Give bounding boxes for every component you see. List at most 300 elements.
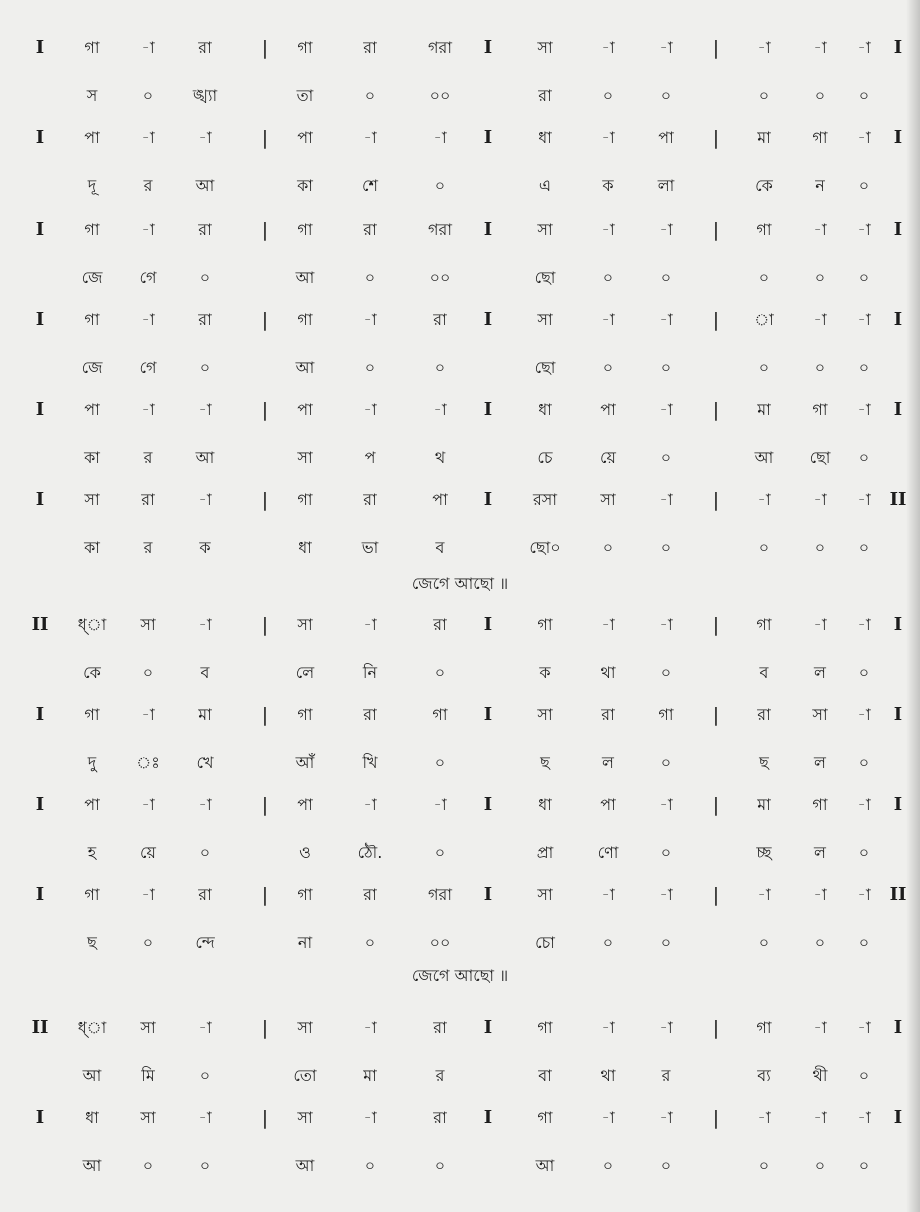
lyric-syllable: র (661, 1066, 671, 1085)
swara-note: সা (537, 705, 553, 724)
measure-marker: II (889, 884, 907, 905)
lyric-syllable: ছো (534, 268, 556, 287)
lyric-syllable: ০ (858, 1066, 870, 1085)
beat-bar: | (712, 309, 720, 331)
lyric-syllable: তো (293, 1066, 317, 1085)
lyric-syllable: ০ (660, 538, 672, 557)
lyric-syllable: আ (82, 1156, 102, 1175)
swara-note: -া (659, 615, 673, 634)
lyric-syllable: ০ (858, 843, 870, 862)
lyric-syllable: ০ (434, 663, 446, 682)
lyric-syllable: জে (81, 358, 103, 377)
lyric-syllable: ০ (434, 1156, 446, 1175)
swara-note: -া (813, 885, 827, 904)
beat-bar: | (712, 37, 720, 59)
lyric-syllable: ০ (434, 843, 446, 862)
swara-note: রা (198, 310, 212, 329)
swara-note: সা (84, 490, 100, 509)
lyric-syllable: না (297, 933, 313, 952)
lyric-syllable: আ (754, 448, 774, 467)
notation-row (0, 127, 920, 195)
swara-note: পা (600, 400, 616, 419)
swara-note: মা (757, 128, 771, 147)
swara-note: -া (363, 128, 377, 147)
measure-marker: I (893, 399, 903, 420)
lyric-syllable: ০ (142, 86, 154, 105)
lyric-syllable: খে (196, 753, 214, 772)
swara-note: রা (363, 490, 377, 509)
lyric-syllable: ছো (809, 448, 831, 467)
swara-note: গা (537, 1108, 553, 1127)
swara-note: -া (141, 885, 155, 904)
lyric-syllable: ০ (660, 86, 672, 105)
lyric-syllable: ঠৌ. (357, 843, 383, 862)
swara-note: গা (658, 705, 674, 724)
swara-note: ধা (538, 128, 552, 147)
swara-note: রা (433, 615, 447, 634)
swara-note: গা (84, 38, 100, 57)
beat-bar: | (712, 704, 720, 726)
swara-note: -া (813, 1108, 827, 1127)
swara-note: সা (600, 490, 616, 509)
lyric-syllable: এ (538, 176, 552, 195)
lyric-syllable: আ (82, 1066, 102, 1085)
measure-marker: I (35, 127, 45, 148)
lyric-syllable: ল (814, 753, 826, 772)
lyric-syllable: আঁ (295, 753, 315, 772)
swara-note: মা (757, 795, 771, 814)
lyric-syllable: ০ (660, 663, 672, 682)
lyric-syllable: ভা (361, 538, 379, 557)
beat-bar: | (712, 127, 720, 149)
swara-note: সা (297, 615, 313, 634)
swara-note: গরা (428, 220, 452, 239)
measure-marker: I (483, 127, 493, 148)
lyric-syllable: ০ (858, 86, 870, 105)
swara-note: গা (84, 705, 100, 724)
lyric-syllable: ছ (87, 933, 97, 952)
notation-row (0, 399, 920, 467)
notation-row (0, 37, 920, 105)
lyric-syllable: ০ (858, 176, 870, 195)
swara-note: -া (659, 38, 673, 57)
measure-marker: I (35, 1107, 45, 1128)
swara-note: -া (813, 310, 827, 329)
measure-marker: I (35, 794, 45, 815)
measure-marker: I (35, 219, 45, 240)
lyric-syllable: গে (139, 358, 157, 377)
swara-note: -া (601, 615, 615, 634)
swara-note: -া (757, 38, 771, 57)
lyric-syllable: দু (87, 753, 97, 772)
swara-note: রা (601, 705, 615, 724)
lyric-syllable: আ (195, 176, 215, 195)
swara-note: -া (141, 310, 155, 329)
lyric-syllable: ব্য (757, 1066, 771, 1085)
notation-row (0, 309, 920, 377)
lyric-syllable: ০ (858, 538, 870, 557)
lyric-syllable: ০ (858, 448, 870, 467)
lyric-syllable: গে (139, 268, 157, 287)
notation-row (0, 219, 920, 287)
beat-bar: | (712, 884, 720, 906)
swara-note: রা (198, 38, 212, 57)
swara-note: া (754, 310, 774, 329)
lyric-syllable: সা (297, 448, 313, 467)
swara-note: -া (659, 310, 673, 329)
measure-marker: I (483, 1017, 493, 1038)
swara-note: সা (140, 1108, 156, 1127)
swara-note: ধা (85, 1108, 99, 1127)
swara-note: -া (601, 1018, 615, 1037)
lyric-syllable: য়ে (600, 448, 616, 467)
lyric-syllable: কে (83, 663, 101, 682)
lyric-syllable: ০ (602, 1156, 614, 1175)
swara-note: পা (658, 128, 674, 147)
beat-bar: | (712, 794, 720, 816)
swara-note: -া (198, 1108, 212, 1127)
measure-marker: I (893, 614, 903, 635)
lyric-syllable: ০ (758, 1156, 770, 1175)
lyric-syllable: ০ (660, 448, 672, 467)
measure-marker: I (483, 309, 493, 330)
swara-note: রা (757, 705, 771, 724)
lyric-syllable: ০ (142, 663, 154, 682)
lyric-syllable: ঃ (136, 753, 160, 772)
lyric-syllable: ০ (602, 268, 614, 287)
lyric-syllable: আ (195, 448, 215, 467)
swara-note: গা (297, 705, 313, 724)
refrain-line-1: জেগে আছো ॥ (411, 574, 509, 593)
beat-bar: | (712, 1107, 720, 1129)
swara-note: সা (537, 310, 553, 329)
swara-note: রা (363, 885, 377, 904)
lyric-syllable: ০ (434, 358, 446, 377)
beat-bar: | (261, 794, 269, 816)
notation-row (0, 1017, 920, 1085)
lyric-syllable: আ (295, 358, 315, 377)
lyric-syllable: ছ (540, 753, 550, 772)
measure-marker: II (889, 489, 907, 510)
swara-note: -া (198, 615, 212, 634)
measure-marker: I (483, 37, 493, 58)
measure-marker: I (483, 794, 493, 815)
swara-note: সা (297, 1018, 313, 1037)
swara-note: -া (141, 220, 155, 239)
swara-note: সা (537, 885, 553, 904)
swara-note: রসা (532, 490, 558, 509)
swara-note: -া (659, 220, 673, 239)
measure-marker: I (483, 614, 493, 635)
lyric-syllable: কা (84, 538, 100, 557)
measure-marker: I (35, 704, 45, 725)
swara-note: -া (857, 38, 871, 57)
lyric-syllable: ০ (814, 358, 826, 377)
lyric-syllable: ০ (814, 1156, 826, 1175)
swara-note: গা (297, 310, 313, 329)
measure-marker: I (893, 794, 903, 815)
lyric-syllable: ০ (814, 538, 826, 557)
lyric-syllable: ০ (758, 933, 770, 952)
lyric-syllable: আ (295, 268, 315, 287)
lyric-syllable: ০ (758, 268, 770, 287)
swara-note: গা (297, 885, 313, 904)
lyric-syllable: ক (602, 176, 614, 195)
lyric-syllable: লে (295, 663, 315, 682)
swara-note: -া (857, 1108, 871, 1127)
lyric-syllable: ০ (602, 358, 614, 377)
swara-note: সা (537, 38, 553, 57)
swara-note: গা (297, 38, 313, 57)
lyric-syllable: ০ (199, 358, 211, 377)
lyric-syllable: ০ (434, 176, 446, 195)
lyric-syllable: লা (657, 176, 675, 195)
beat-bar: | (712, 399, 720, 421)
lyric-syllable: থা (600, 1066, 616, 1085)
swara-note: গা (812, 795, 828, 814)
measure-marker: I (893, 309, 903, 330)
lyric-syllable: থ (434, 448, 446, 467)
lyric-syllable: ল (814, 843, 826, 862)
lyric-syllable: ০০ (429, 933, 451, 952)
swara-note: -া (813, 1018, 827, 1037)
lyric-syllable: ০ (142, 1156, 154, 1175)
lyric-syllable: চো (535, 933, 555, 952)
swara-note: -া (857, 310, 871, 329)
lyric-syllable: ০ (602, 538, 614, 557)
swara-note: পা (297, 400, 313, 419)
swara-note: -া (433, 400, 447, 419)
swara-note: রা (141, 490, 155, 509)
beat-bar: | (712, 489, 720, 511)
lyric-syllable: আ (535, 1156, 555, 1175)
lyric-syllable: ০ (142, 933, 154, 952)
beat-bar: | (261, 489, 269, 511)
swara-note: -া (813, 38, 827, 57)
swara-note: ধা (538, 795, 552, 814)
swara-note: গা (812, 128, 828, 147)
swara-note: -া (757, 490, 771, 509)
swara-note: -া (659, 1108, 673, 1127)
swara-note: মা (198, 705, 212, 724)
swara-note: -া (813, 490, 827, 509)
lyric-syllable: ০ (199, 1156, 211, 1175)
notation-row (0, 794, 920, 862)
lyric-syllable: ০ (364, 1156, 376, 1175)
swara-note: -া (857, 705, 871, 724)
lyric-syllable: প্রা (536, 843, 554, 862)
beat-bar: | (261, 309, 269, 331)
swara-note: -া (857, 490, 871, 509)
swara-note: পা (84, 128, 100, 147)
lyric-syllable: র (143, 538, 153, 557)
swara-note: -া (198, 400, 212, 419)
lyric-syllable: ০ (858, 663, 870, 682)
swara-note: রা (363, 38, 377, 57)
lyric-syllable: ০০ (429, 268, 451, 287)
swara-note: পা (432, 490, 448, 509)
lyric-syllable: কে (755, 176, 773, 195)
swara-note: -া (659, 400, 673, 419)
lyric-syllable: স (86, 86, 98, 105)
swara-note: -া (141, 128, 155, 147)
swara-note: সা (140, 1018, 156, 1037)
swara-note: ধ্া (77, 615, 107, 634)
swara-note: পা (297, 128, 313, 147)
swara-note: -া (601, 310, 615, 329)
lyric-syllable: ০ (660, 358, 672, 377)
measure-marker: I (893, 1017, 903, 1038)
swara-note: রা (198, 220, 212, 239)
lyric-syllable: ০ (602, 86, 614, 105)
lyric-syllable: ০ (199, 268, 211, 287)
lyric-syllable: র (143, 176, 153, 195)
lyric-syllable: রা (538, 86, 552, 105)
lyric-syllable: ব (200, 663, 210, 682)
swara-note: গা (84, 885, 100, 904)
lyric-syllable: ০ (758, 538, 770, 557)
swara-note: -া (363, 400, 377, 419)
lyric-syllable: ০ (858, 753, 870, 772)
lyric-syllable: আ (295, 1156, 315, 1175)
lyric-syllable: ০ (660, 268, 672, 287)
lyric-syllable: ০ (858, 358, 870, 377)
lyric-syllable: প (364, 448, 376, 467)
lyric-syllable: খি (362, 753, 378, 772)
swara-note: রা (433, 310, 447, 329)
swara-note: -া (433, 795, 447, 814)
refrain-line-2: জেগে আছো ॥ (411, 966, 509, 985)
swara-note: গা (84, 220, 100, 239)
lyric-syllable: থা (600, 663, 616, 682)
lyric-syllable: নি (362, 663, 378, 682)
swara-note: -া (198, 795, 212, 814)
lyric-syllable: ০ (199, 843, 211, 862)
swara-note: -া (141, 795, 155, 814)
lyric-syllable: ণো (597, 843, 619, 862)
measure-marker: I (35, 399, 45, 420)
beat-bar: | (261, 127, 269, 149)
lyric-syllable: ধা (298, 538, 312, 557)
swara-note: গরা (428, 885, 452, 904)
measure-marker: II (31, 614, 49, 635)
beat-bar: | (261, 704, 269, 726)
lyric-syllable: ও (299, 843, 311, 862)
swara-note: -া (659, 490, 673, 509)
lyric-syllable: ০ (758, 358, 770, 377)
lyric-syllable: ০ (660, 933, 672, 952)
swara-note: সা (537, 220, 553, 239)
swara-note: -া (857, 400, 871, 419)
lyric-syllable: জে (81, 268, 103, 287)
lyric-syllable: ০ (602, 933, 614, 952)
swara-note: -া (757, 1108, 771, 1127)
swara-note: -া (659, 795, 673, 814)
lyric-syllable: য়ে (140, 843, 156, 862)
measure-marker: I (893, 1107, 903, 1128)
lyric-syllable: হ (87, 843, 97, 862)
lyric-syllable: ০ (858, 268, 870, 287)
swara-note: ধ্া (77, 1018, 107, 1037)
swara-note: -া (601, 38, 615, 57)
swara-note: গা (756, 1018, 772, 1037)
measure-marker: I (35, 37, 45, 58)
lyric-syllable: ০০ (429, 86, 451, 105)
swara-note: গা (756, 220, 772, 239)
swara-note: -া (141, 705, 155, 724)
swara-note: -া (363, 1018, 377, 1037)
swara-note: -া (601, 1108, 615, 1127)
measure-marker: I (483, 704, 493, 725)
swara-note: গা (537, 1018, 553, 1037)
swara-note: মা (757, 400, 771, 419)
swara-note: -া (198, 490, 212, 509)
measure-marker: I (35, 309, 45, 330)
beat-bar: | (261, 1107, 269, 1129)
lyric-syllable: ল (602, 753, 614, 772)
swara-note: গরা (428, 38, 452, 57)
lyric-syllable: ০ (858, 1156, 870, 1175)
lyric-syllable: মি (141, 1066, 155, 1085)
swara-note: রা (433, 1018, 447, 1037)
lyric-syllable: ছো০ (529, 538, 561, 557)
swara-note: গা (432, 705, 448, 724)
swara-note: -া (857, 1018, 871, 1037)
swara-note: -া (857, 220, 871, 239)
lyric-syllable: দূ (87, 176, 97, 195)
lyric-syllable: ০ (364, 933, 376, 952)
lyric-syllable: ব (759, 663, 769, 682)
swara-note: -া (198, 1018, 212, 1037)
swara-note: -া (363, 795, 377, 814)
swara-note: -া (433, 128, 447, 147)
lyric-syllable: ০ (364, 358, 376, 377)
lyric-syllable: ০ (364, 268, 376, 287)
swara-note: গা (297, 220, 313, 239)
swara-note: রা (433, 1108, 447, 1127)
beat-bar: | (261, 884, 269, 906)
lyric-syllable: থী (812, 1066, 828, 1085)
measure-marker: I (893, 704, 903, 725)
lyric-syllable: ঙ্খ্যা (192, 86, 218, 105)
measure-marker: I (483, 399, 493, 420)
lyric-syllable: ল (814, 663, 826, 682)
swara-note: পা (84, 400, 100, 419)
measure-marker: I (35, 489, 45, 510)
lyric-syllable: ০ (199, 1066, 211, 1085)
lyric-syllable: ০ (814, 933, 826, 952)
swara-note: পা (84, 795, 100, 814)
swara-note: -া (857, 885, 871, 904)
notation-row (0, 884, 920, 952)
swara-note: গা (537, 615, 553, 634)
lyric-syllable: শে (362, 176, 378, 195)
swara-note: গা (812, 400, 828, 419)
swara-note: গা (84, 310, 100, 329)
swara-note: -া (857, 615, 871, 634)
notation-row (0, 614, 920, 682)
lyric-syllable: ০ (364, 86, 376, 105)
lyric-syllable: ০ (814, 86, 826, 105)
swara-note: -া (659, 1018, 673, 1037)
swara-note: -া (601, 885, 615, 904)
swara-note: -া (363, 310, 377, 329)
swara-note: -া (601, 128, 615, 147)
lyric-syllable: ছ (759, 753, 769, 772)
lyric-syllable: ০ (660, 753, 672, 772)
swara-note: রা (363, 705, 377, 724)
lyric-syllable: ০ (660, 843, 672, 862)
